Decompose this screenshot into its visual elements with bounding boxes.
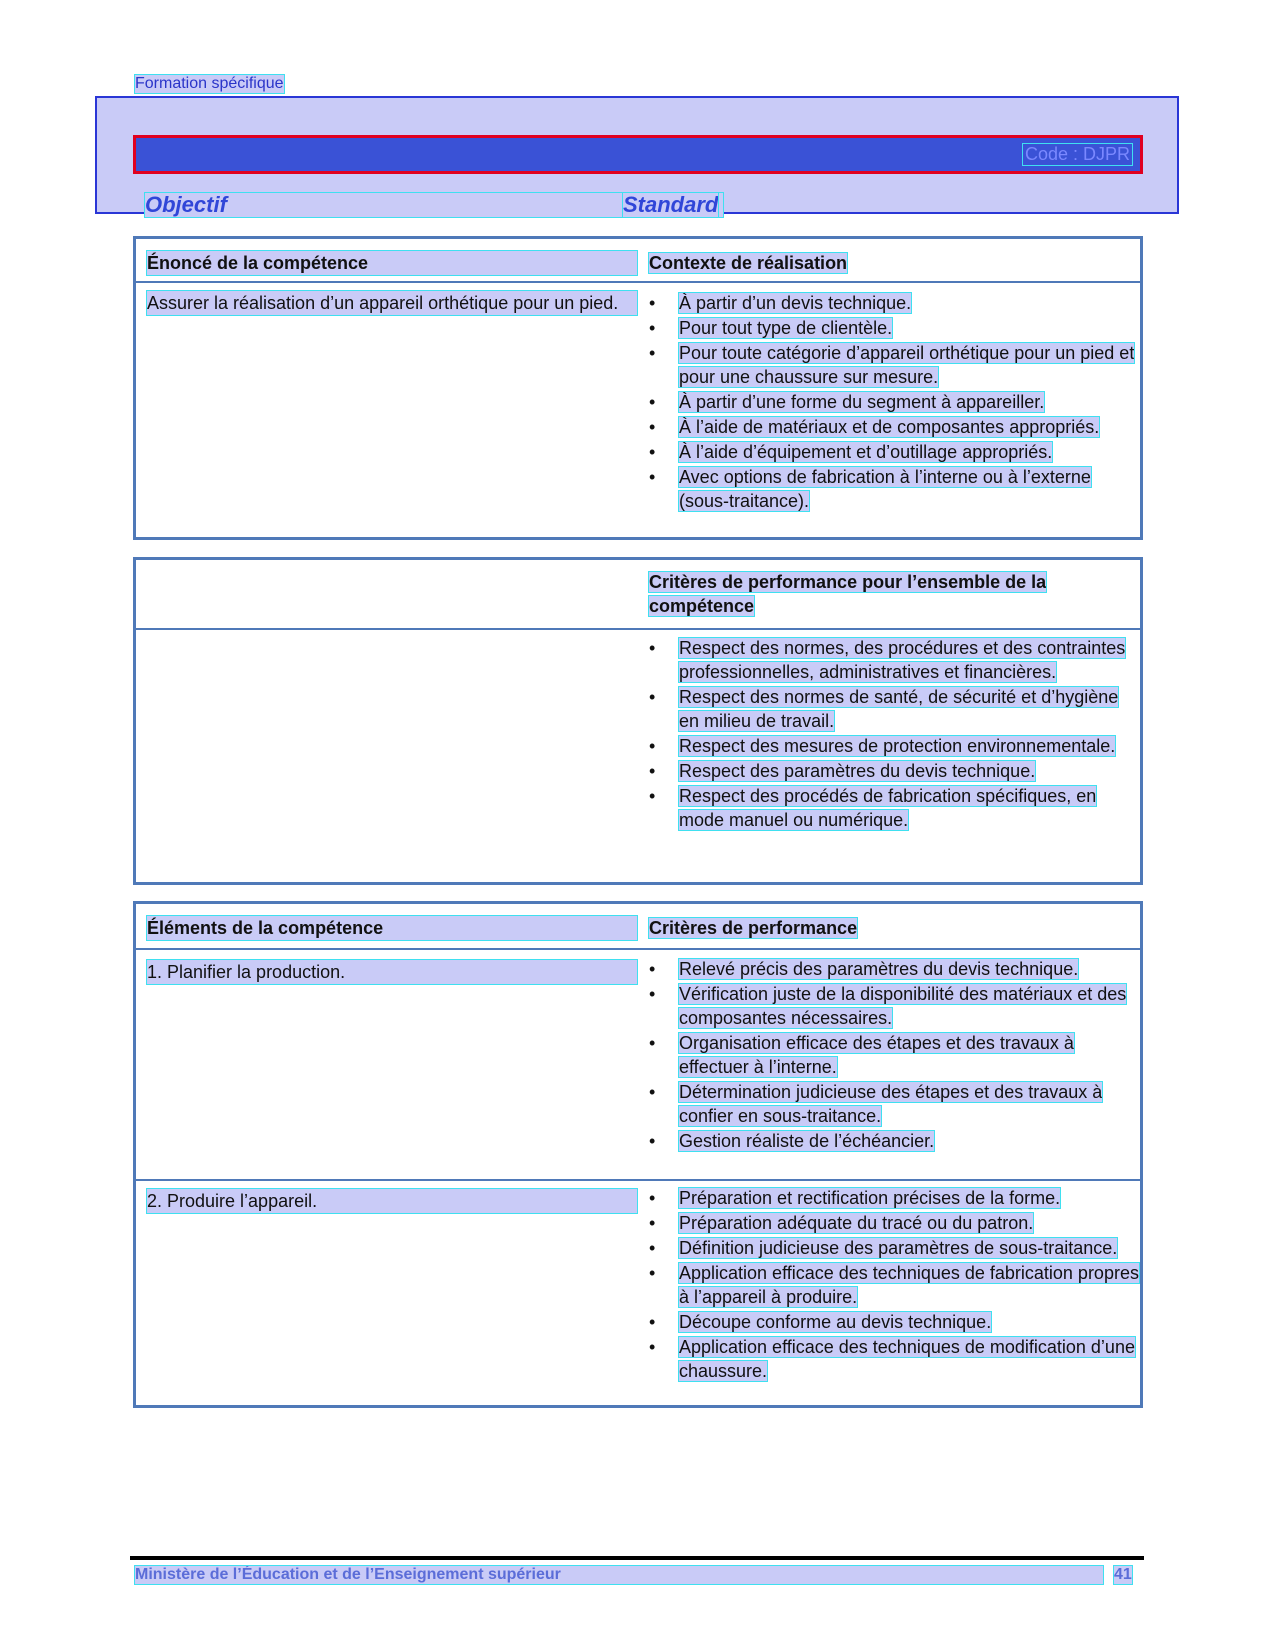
list-item: • Relevé précis des paramètres du devis technique.	[649, 957, 1139, 981]
page-number: 41	[1114, 1566, 1132, 1583]
criteria-list	[649, 957, 1139, 1153]
section3-header-row	[136, 904, 1140, 950]
list-item: • Respect des paramètres du devis technique.	[649, 759, 1139, 783]
list-item: • Découpe conforme au devis technique.	[649, 1310, 1139, 1334]
header-band	[95, 96, 1179, 217]
element-label: 2. Produire l’appareil.	[147, 1189, 637, 1213]
list-item: • Respect des normes, des procédures et des contraintes professionnelles, administratives et financières.	[649, 636, 1139, 684]
list-item: • Vérification juste de la disponibilité des matériaux et des composantes nécessaires.	[649, 982, 1139, 1030]
footer-ministry: Ministère de l’Éducation et de l’Enseignement supérieur	[135, 1566, 1103, 1584]
section2-body-row	[136, 630, 1140, 884]
statement-heading: Énoncé de la compétence	[147, 251, 637, 275]
list-item: • Respect des mesures de protection environnementale.	[649, 734, 1139, 758]
standard-heading: Standard	[623, 192, 719, 217]
list-item: • Gestion réaliste de l’échéancier.	[649, 1129, 1139, 1153]
list-item: • Préparation et rectification précises de la forme.	[649, 1186, 1139, 1210]
list-item: • Organisation efficace des étapes et des travaux à effectuer à l’interne.	[649, 1031, 1139, 1079]
list-item: • Respect des normes de santé, de sécurité et d’hygiène en milieu de travail.	[649, 685, 1139, 733]
objective-heading: Objectif	[145, 193, 723, 217]
running-title: Formation spécifique	[135, 75, 284, 92]
list-item: • Application efficace des techniques de fabrication propres à l’appareil à produire.	[649, 1261, 1139, 1309]
footer-divider	[130, 1556, 1144, 1560]
element-row	[136, 950, 1140, 1179]
list-item: • À partir d’un devis technique.	[649, 291, 1139, 315]
code-label: Code : DJPR	[1024, 144, 1130, 164]
context-list	[649, 291, 1139, 513]
overall-criteria-list	[649, 636, 1139, 832]
list-item: • Définition judicieuse des paramètres de sous-traitance.	[649, 1236, 1139, 1260]
title-bar	[133, 135, 1143, 174]
context-heading: Contexte de réalisation	[649, 253, 848, 273]
list-item: • À l’aide de matériaux et de composantes appropriés.	[649, 415, 1139, 439]
list-item: • À partir d’une forme du segment à appareiller.	[649, 390, 1139, 414]
competence-elements-box	[133, 901, 1143, 1408]
overall-criteria-heading: Critères de performance pour l’ensemble de la compétence	[649, 572, 1047, 616]
element-row	[136, 1179, 1140, 1407]
elements-heading: Éléments de la compétence	[147, 916, 637, 940]
overall-criteria-box	[133, 557, 1143, 885]
section1-header-row	[136, 239, 1140, 283]
list-item: • Préparation adéquate du tracé ou du patron.	[649, 1211, 1139, 1235]
section2-header-row	[136, 560, 1140, 630]
list-item: • Pour tout type de clientèle.	[649, 316, 1139, 340]
list-item: • À l’aide d’équipement et d’outillage appropriés.	[649, 440, 1139, 464]
list-item: • Détermination judicieuse des étapes et des travaux à confier en sous-traitance.	[649, 1080, 1139, 1128]
element-label: 1. Planifier la production.	[147, 960, 637, 984]
competence-statement: Assurer la réalisation d’un appareil orthétique pour un pied.	[147, 291, 637, 315]
list-item: • Application efficace des techniques de modification d’une chaussure.	[649, 1335, 1139, 1383]
competence-statement-box	[133, 236, 1143, 540]
criteria-list	[649, 1186, 1139, 1383]
list-item: • Respect des procédés de fabrication spécifiques, en mode manuel ou numérique.	[649, 784, 1139, 832]
criteria-heading: Critères de performance	[649, 918, 858, 938]
list-item: • Pour toute catégorie d’appareil orthétique pour un pied et pour une chaussure sur mesure.	[649, 341, 1139, 389]
section1-body-row	[136, 283, 1140, 537]
list-item: • Avec options de fabrication à l’interne ou à l’externe (sous-traitance).	[649, 465, 1139, 513]
